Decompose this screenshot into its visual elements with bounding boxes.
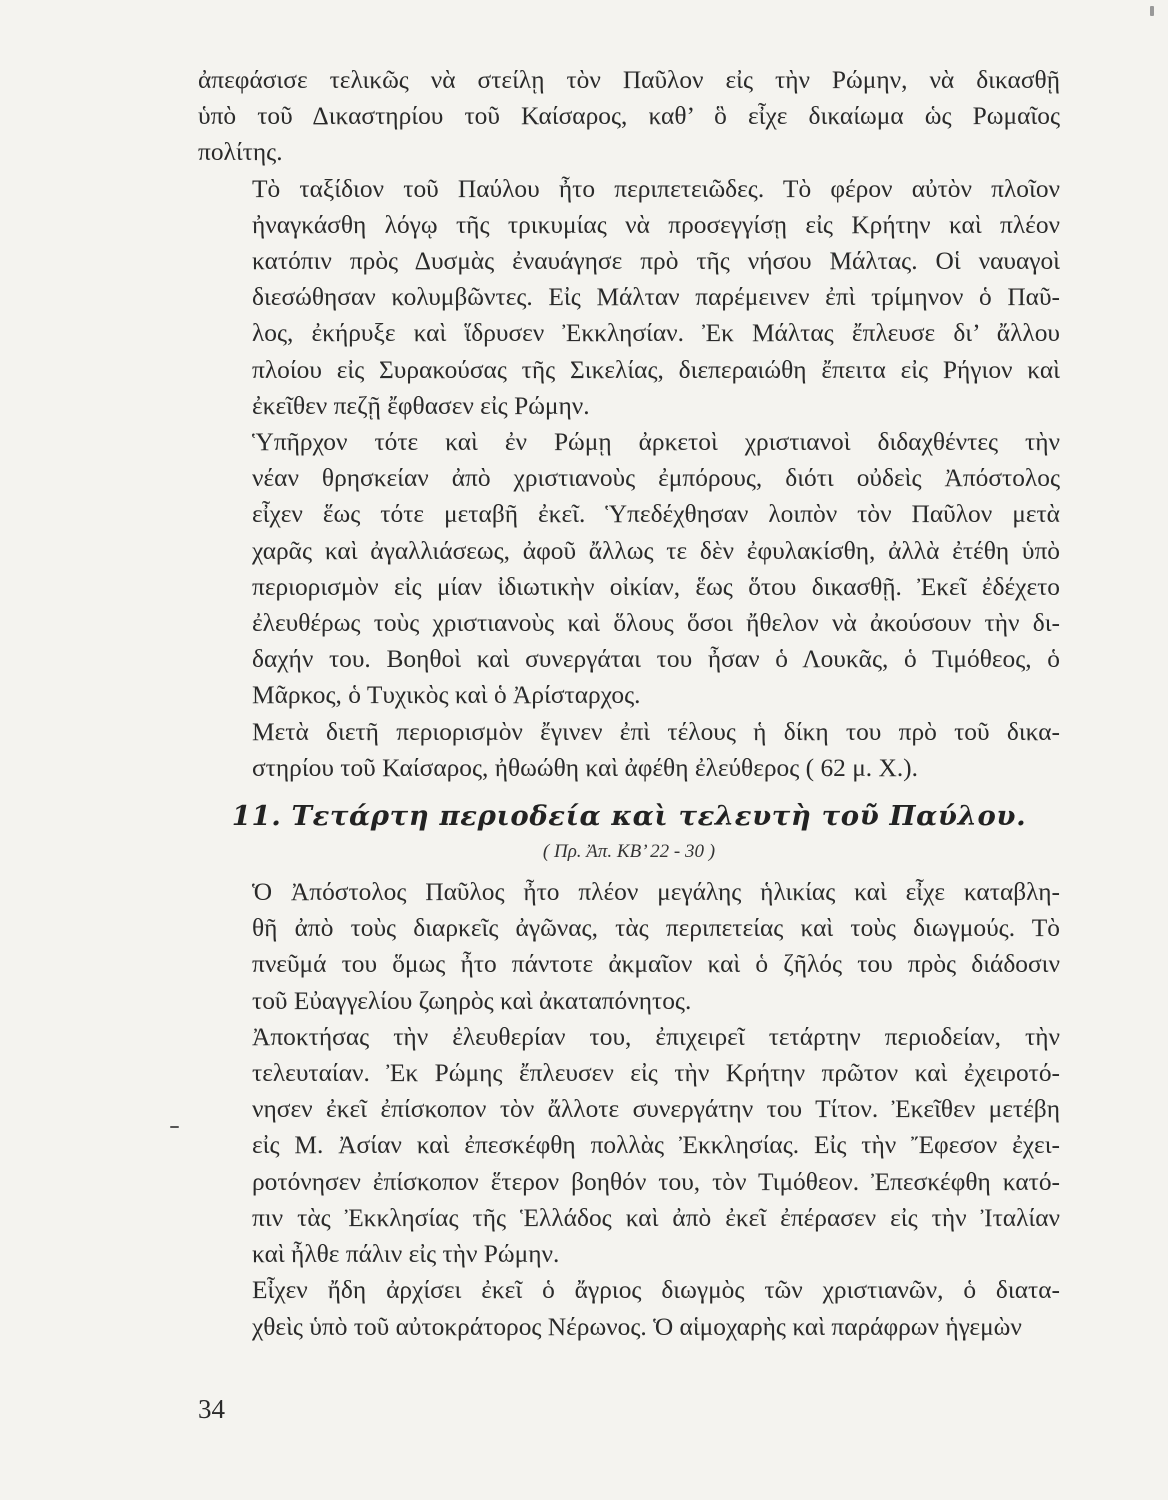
text-line: πλοίου εἰς Συρακούσας τῆς Σικελίας, διεπεραιώθη ἔπειτα εἰς Ρήγιον καὶ — [252, 355, 1060, 384]
text-block — [198, 62, 1060, 1345]
text-line: στηρίου τοῦ Καίσαρος, ἠθωώθη καὶ ἀφέθη ἐλεύθερος ( 62 μ. Χ.). — [252, 753, 918, 782]
paragraphs-before-section — [198, 62, 1060, 786]
text-line: Μετὰ διετῆ περιορισμὸν ἔγινεν ἐπὶ τέλους ἡ δίκη του πρὸ τοῦ δικα- — [252, 717, 1060, 746]
paragraph — [198, 874, 1060, 1019]
text-line: δαχήν του. Βοηθοὶ καὶ συνεργάται του ἦσαν ὁ Λουκᾶς, ὁ Τιμόθεος, ὁ — [252, 645, 1060, 674]
text-line: τελευταίαν. Ἐκ Ρώμης ἔπλευσεν εἰς τὴν Κρήτην πρῶτον καὶ ἐχειροτό- — [252, 1059, 1060, 1088]
text-line: εἶχεν ἕως τότε μεταβῆ ἐκεῖ. Ὑπεδέχθησαν λοιπὸν τὸν Παῦλον μετὰ — [252, 500, 1060, 529]
text-line: Τὸ ταξίδιον τοῦ Παύλου ἦτο περιπετειῶδες. Τὸ φέρον αὐτὸν πλοῖον — [252, 174, 1060, 203]
text-line: πνεῦμά του ὅμως ἦτο πάντοτε ἀκμαῖον καὶ ὁ ζῆλός του πρὸς διάδοσιν — [252, 950, 1060, 979]
text-line: τοῦ Εὐαγγελίου ζωηρὸς καὶ ἀκαταπόνητος. — [252, 986, 692, 1015]
text-line: πιν τὰς Ἐκκλησίας τῆς Ἑλλάδος καὶ ἀπὸ ἐκεῖ ἐπέρασεν εἰς τὴν Ἰταλίαν — [252, 1203, 1060, 1232]
text-line: ἐκεῖθεν πεζῇ ἔφθασεν εἰς Ρώμην. — [252, 391, 590, 420]
text-line: ἠναγκάσθη λόγῳ τῆς τρικυμίας νὰ προσεγγίσῃ εἰς Κρήτην καὶ πλέον — [252, 210, 1060, 239]
paragraph — [198, 62, 1060, 171]
text-line: κατόπιν πρὸς Δυσμὰς ἐναυάγησε πρὸ τῆς νήσου Μάλτας. Οἱ ναυαγοὶ — [252, 247, 1060, 276]
text-line: Ὑπῆρχον τότε καὶ ἐν Ρώμῃ ἀρκετοὶ χριστιανοὶ διδαχθέντες τὴν — [252, 428, 1060, 457]
paragraph — [198, 171, 1060, 424]
paragraphs-after-section — [198, 874, 1060, 1345]
text-line: θῆ ἀπὸ τοὺς διαρκεῖς ἀγῶνας, τὰς περιπετείας καὶ τοὺς διωγμούς. Τὸ — [252, 914, 1060, 943]
text-line: λος, ἐκήρυξε καὶ ἵδρυσεν Ἐκκλησίαν. Ἐκ Μάλτας ἔπλευσε δι’ ἄλλου — [252, 319, 1060, 348]
text-line: ροτόνησεν ἐπίσκοπον ἕτερον βοηθόν του, τὸν Τιμόθεον. Ἐπεσκέφθη κατό- — [252, 1167, 1060, 1196]
text-line: ἀπεφάσισε τελικῶς νὰ στείλῃ τὸν Παῦλον εἰς τὴν Ρώμην, νὰ δικασθῇ — [198, 66, 1060, 94]
text-line: Μᾶρκος, ὁ Τυχικὸς καὶ ὁ Ἀρίσταρχος. — [252, 681, 641, 710]
text-line: χθεὶς ὑπὸ τοῦ αὐτοκράτορος Νέρωνος. Ὁ αἱμοχαρὴς καὶ παράφρων ἡγεμὼν — [252, 1312, 1022, 1341]
text-line: Ὁ Ἀπόστολος Παῦλος ἦτο πλέον μεγάλης ἡλικίας καὶ εἶχε καταβλη- — [252, 878, 1060, 907]
text-line: καὶ ἦλθε πάλιν εἰς τὴν Ρώμην. — [252, 1240, 560, 1269]
text-line: ἐλευθέρως τοὺς χριστιανοὺς καὶ ὅλους ὅσοι ἤθελον νὰ ἀκούσουν τὴν δι- — [252, 609, 1060, 638]
section-title: 11. Τετάρτη περιοδεία καὶ τελευτὴ τοῦ Παύλου. — [231, 800, 1027, 833]
corner-speck — [1150, 6, 1154, 16]
text-line: περιορισμὸν εἰς μίαν ἰδιωτικὴν οἰκίαν, ἕως ὅτου δικασθῇ. Ἐκεῖ ἐδέχετο — [252, 572, 1060, 601]
page-number: 34 — [198, 1394, 225, 1424]
paragraph — [198, 714, 1060, 786]
text-line: χαρᾶς καὶ ἀγαλλιάσεως, ἀφοῦ ἄλλως τε δὲν ἐφυλακίσθη, ἀλλὰ ἐτέθη ὑπὸ — [252, 536, 1060, 565]
text-line: νησεν ἐκεῖ ἐπίσκοπον τὸν ἄλλοτε συνεργάτην του Τίτον. Ἐκεῖθεν μετέβη — [252, 1095, 1060, 1124]
text-line: πολίτης. — [198, 138, 283, 167]
text-line: εἰς Μ. Ἀσίαν καὶ ἐπεσκέφθη πολλὰς Ἐκκλησίας. Εἰς τὴν Ἔφεσον ἐχει- — [252, 1131, 1060, 1160]
text-line: διεσώθησαν κολυμβῶντες. Εἰς Μάλταν παρέμεινεν ἐπὶ τρίμηνον ὁ Παῦ- — [252, 283, 1060, 312]
text-line: νέαν θρησκείαν ἀπὸ χριστιανοὺς ἐμπόρους, διότι οὐδεὶς Ἀπόστολος — [252, 464, 1060, 493]
paragraph — [198, 1272, 1060, 1344]
text-line: ὑπὸ τοῦ Δικαστηρίου τοῦ Καίσαρος, καθ’ ὃ εἶχε δικαίωμα ὡς Ρωμαῖος — [198, 102, 1060, 131]
text-line: Εἶχεν ἤδη ἀρχίσει ἐκεῖ ὁ ἄγριος διωγμὸς τῶν χριστιανῶν, ὁ διατα- — [252, 1276, 1060, 1305]
text-line: Ἀποκτήσας τὴν ἐλευθερίαν του, ἐπιχειρεῖ τετάρτην περιοδείαν, τὴν — [252, 1022, 1060, 1051]
margin-speck — [170, 1126, 179, 1128]
paragraph — [198, 424, 1060, 714]
paragraph — [198, 1019, 1060, 1272]
scripture-reference: ( Πρ. Ἀπ. ΚΒ’ 22 - 30 ) — [542, 841, 716, 863]
